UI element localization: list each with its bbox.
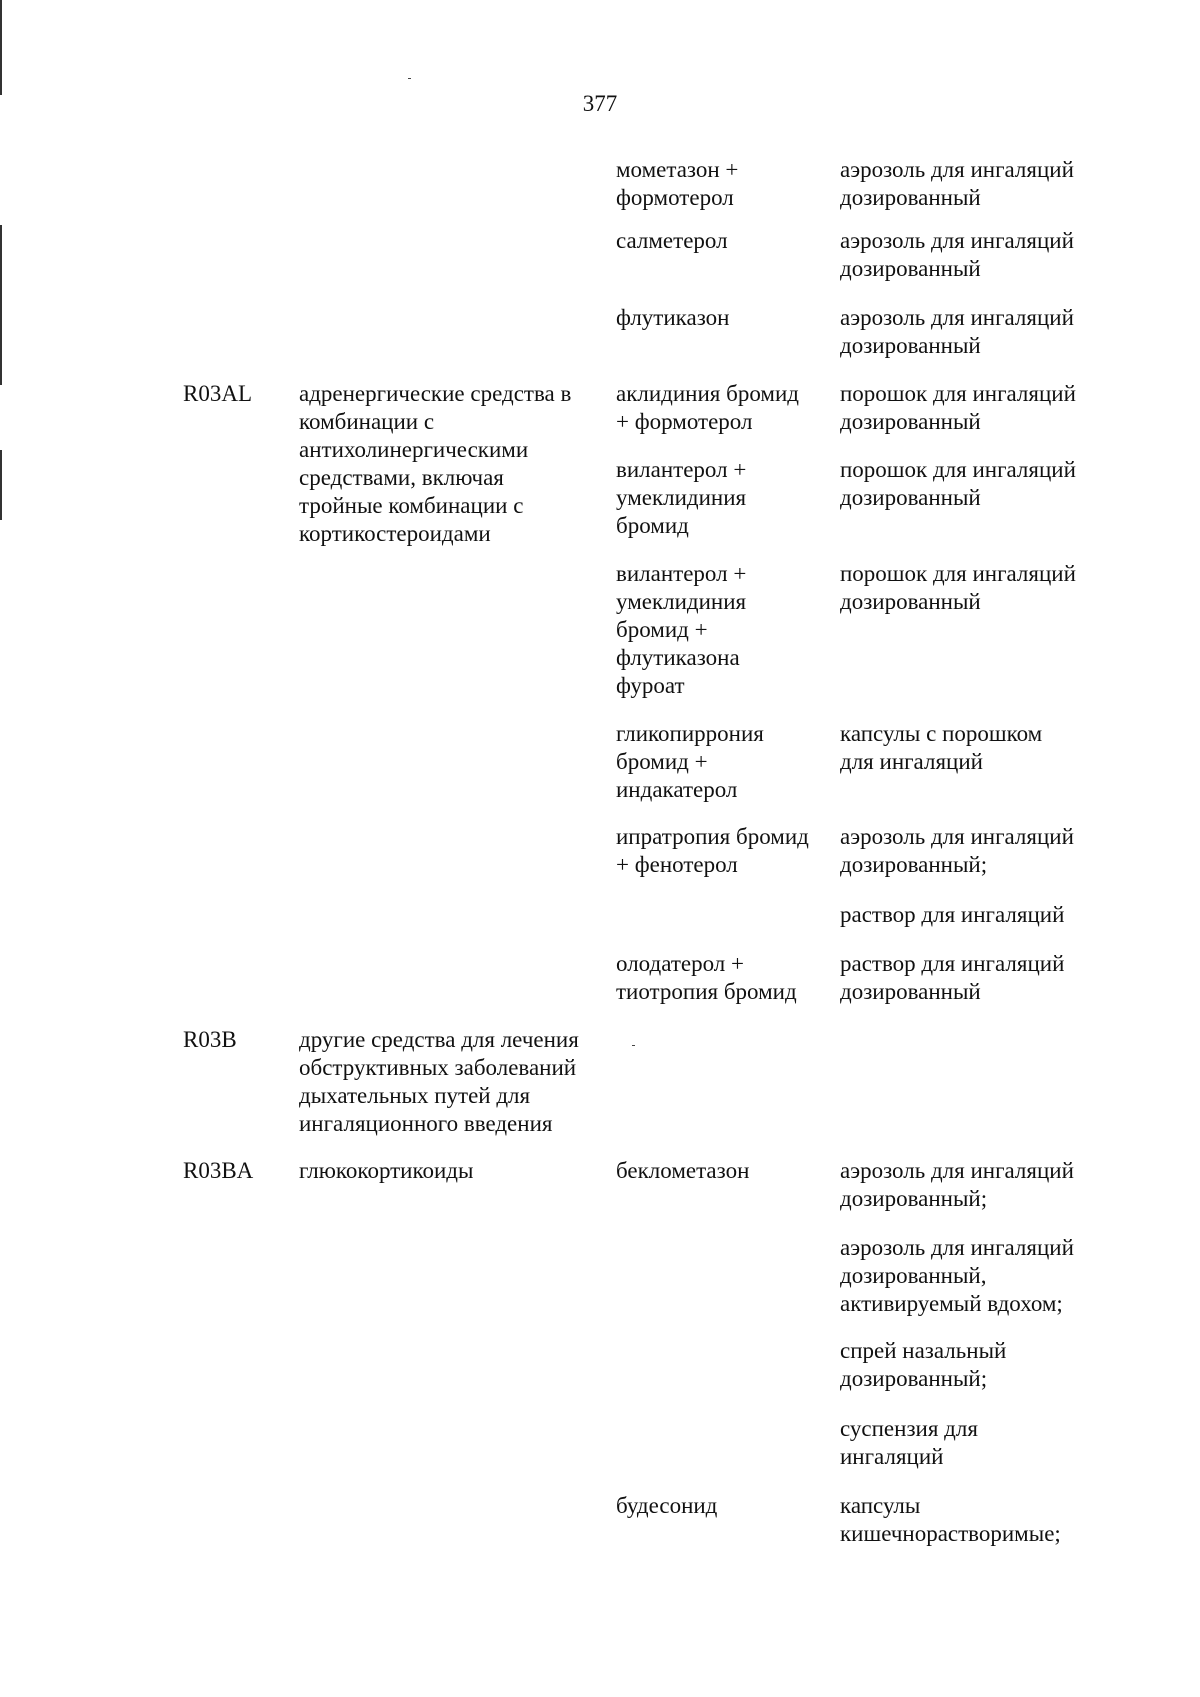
dosage-form: капсулы кишечнорастворимые; xyxy=(840,1493,1061,1546)
drug-name: беклометазон xyxy=(616,1158,750,1183)
table-row xyxy=(0,1026,1200,1157)
drug-name: олодатерол + тиотропия бромид xyxy=(616,951,797,1004)
dosage-form: спрей назальный дозированный; xyxy=(840,1338,1007,1391)
drug-name: аклидиния бромид + формотерол xyxy=(616,381,799,434)
dosage-form: раствор для ингаляций дозированный xyxy=(840,951,1065,1004)
scan-speck xyxy=(408,78,411,79)
drug-name: будесонид xyxy=(616,1493,718,1518)
table-row xyxy=(0,720,1200,823)
drug-name: флутиказон xyxy=(616,305,730,330)
table-row xyxy=(0,1157,1200,1234)
table-row xyxy=(0,1337,1200,1415)
drug-name: мометазон + формотерол xyxy=(616,157,739,210)
drug-name: вилантерол + умеклидиния бромид xyxy=(616,457,747,538)
drug-table xyxy=(0,156,1200,1562)
dosage-form: порошок для ингаляций дозированный xyxy=(840,381,1076,434)
dosage-form: суспензия для ингаляций xyxy=(840,1416,978,1469)
dosage-form: аэрозоль для ингаляций дозированный xyxy=(840,157,1074,210)
pharmacological-group: адренергические средства в комбинации с антихолинергическими средствами, включая тройные комбинации с кортикостероидами xyxy=(299,381,572,546)
dosage-form: аэрозоль для ингаляций дозированный; xyxy=(840,1158,1074,1211)
drug-name: ипратропия бромид + фенотерол xyxy=(616,824,809,877)
atc-code: R03AL xyxy=(183,381,252,406)
page-number: 377 xyxy=(582,91,618,116)
table-row xyxy=(0,950,1200,1026)
atc-code: R03B xyxy=(183,1027,237,1052)
dosage-form: порошок для ингаляций дозированный xyxy=(840,457,1076,510)
scan-edge-artifact xyxy=(0,450,2,520)
table-row xyxy=(0,1234,1200,1337)
atc-code: R03BA xyxy=(183,1158,254,1183)
table-row xyxy=(0,560,1200,720)
scan-edge-artifact xyxy=(0,225,2,385)
dosage-form: аэрозоль для ингаляций дозированный xyxy=(840,228,1074,281)
drug-name: вилантерол + умеклидиния бромид + флутиказона фуроат xyxy=(616,561,747,698)
table-row xyxy=(0,304,1200,380)
dosage-form: раствор для ингаляций xyxy=(840,902,1065,927)
dosage-form: аэрозоль для ингаляций дозированный xyxy=(840,305,1074,358)
scan-speck xyxy=(632,1045,635,1046)
pharmacological-group: глюкокортикоиды xyxy=(299,1158,474,1183)
table-row xyxy=(0,456,1200,560)
dosage-form: порошок для ингаляций дозированный xyxy=(840,561,1076,614)
table-row xyxy=(0,1492,1200,1562)
table-row xyxy=(0,823,1200,901)
pharmacological-group: другие средства для лечения обструктивных заболеваний дыхательных путей для ингаляционного введения xyxy=(299,1027,579,1136)
table-row xyxy=(0,901,1200,950)
dosage-form: аэрозоль для ингаляций дозированный; xyxy=(840,824,1074,877)
table-row xyxy=(0,1415,1200,1492)
table-row xyxy=(0,156,1200,227)
table-row xyxy=(0,227,1200,304)
dosage-form: капсулы с порошком для ингаляций xyxy=(840,721,1043,774)
drug-name: салметерол xyxy=(616,228,728,253)
scan-edge-artifact xyxy=(0,0,2,95)
drug-name: гликопиррония бромид + индакатерол xyxy=(616,721,764,802)
dosage-form: аэрозоль для ингаляций дозированный, активируемый вдохом; xyxy=(840,1235,1074,1316)
